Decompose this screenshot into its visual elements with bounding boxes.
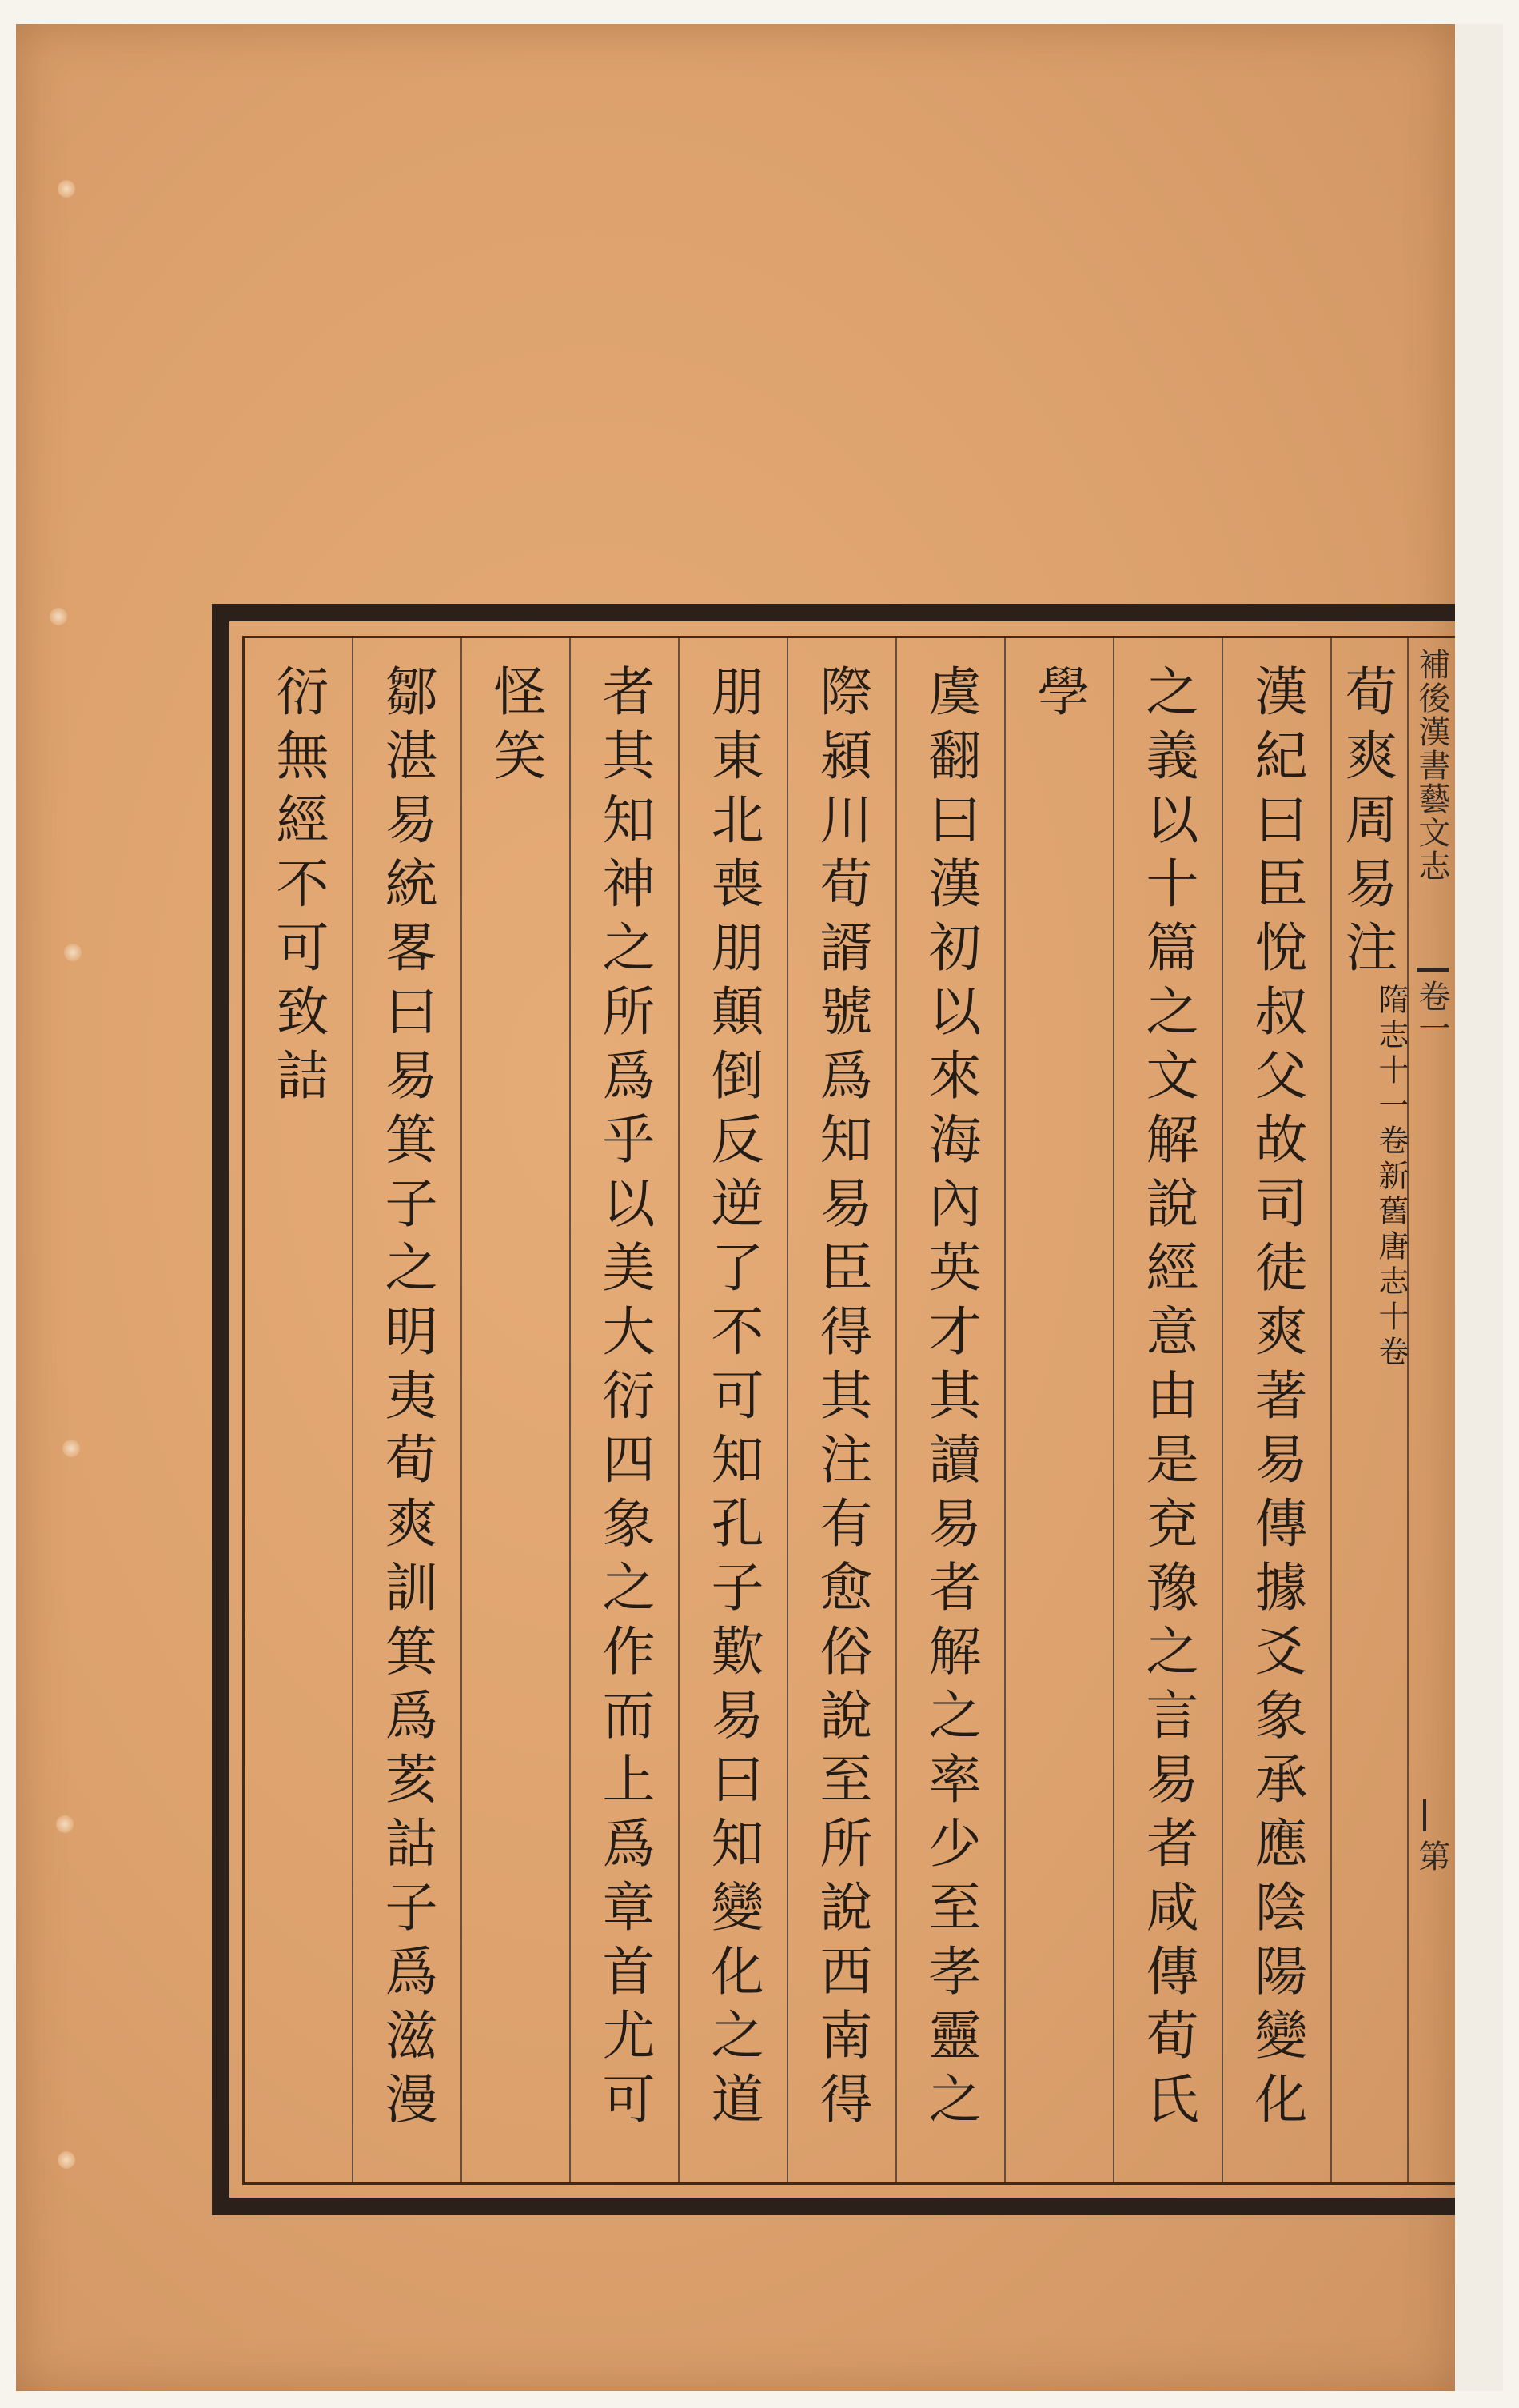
binding-hole (56, 1815, 74, 1833)
column-rule (460, 638, 462, 2182)
text-column: 學 (1028, 664, 1090, 728)
column-rule (1113, 638, 1114, 2182)
entry-annotation (1327, 984, 1410, 1432)
annotation-line-1: 隋志十一卷新 (1373, 984, 1409, 1195)
column-rule (1222, 638, 1223, 2182)
column-rule (787, 638, 788, 2182)
binding-hole (58, 180, 75, 198)
column-rule (569, 638, 571, 2182)
column-rule (352, 638, 353, 2182)
text-column: 衍無經不可致詰 (267, 664, 329, 1112)
text-column: 漢紀曰臣悅叔父故司徒爽著易傳據爻象承應陰陽變化 (1246, 664, 1307, 2135)
binding-hole (50, 608, 67, 625)
binding-hole (64, 944, 82, 961)
binding-hole (62, 1440, 80, 1457)
page-label: 第 (1413, 1839, 1450, 1871)
column-rule (1004, 638, 1006, 2182)
text-column: 虞翻曰漢初以來海內英才其讀易者解之率少至孝靈之 (919, 664, 981, 2135)
text-column: 之義以十篇之文解說經意由是兗豫之言易者咸傳荀氏 (1137, 664, 1198, 2135)
volume-label: 卷一 (1413, 980, 1450, 1044)
binding-hole (58, 2151, 75, 2169)
column-rule (895, 638, 897, 2182)
text-column: 朋東北喪朋顛倒反逆了不可知孔子歎易曰知變化之道 (702, 664, 763, 2135)
entry-title: 荀爽周易注 (1336, 664, 1397, 984)
entry-heading (1334, 664, 1410, 2167)
column-rule (678, 638, 680, 2182)
text-column: 際潁川荀諝號爲知易臣得其注有愈俗說至所說西南得 (811, 664, 872, 2135)
annotation-line-2: 舊唐志十卷 (1373, 1195, 1409, 1371)
book-title: 補後漢書藝文志 (1413, 648, 1450, 883)
text-column: 怪笑 (484, 664, 546, 792)
text-column: 者其知神之所爲乎以美大衍四象之作而上爲章首尤可 (593, 664, 655, 2135)
text-column: 鄒湛易統畧曰易箕子之明夷荀爽訓箕爲荄詁子爲滋漫 (376, 664, 437, 2135)
scan-margin (1455, 24, 1503, 2391)
fishtail-mark (1417, 968, 1449, 972)
gutter-divider (1423, 1799, 1426, 1831)
